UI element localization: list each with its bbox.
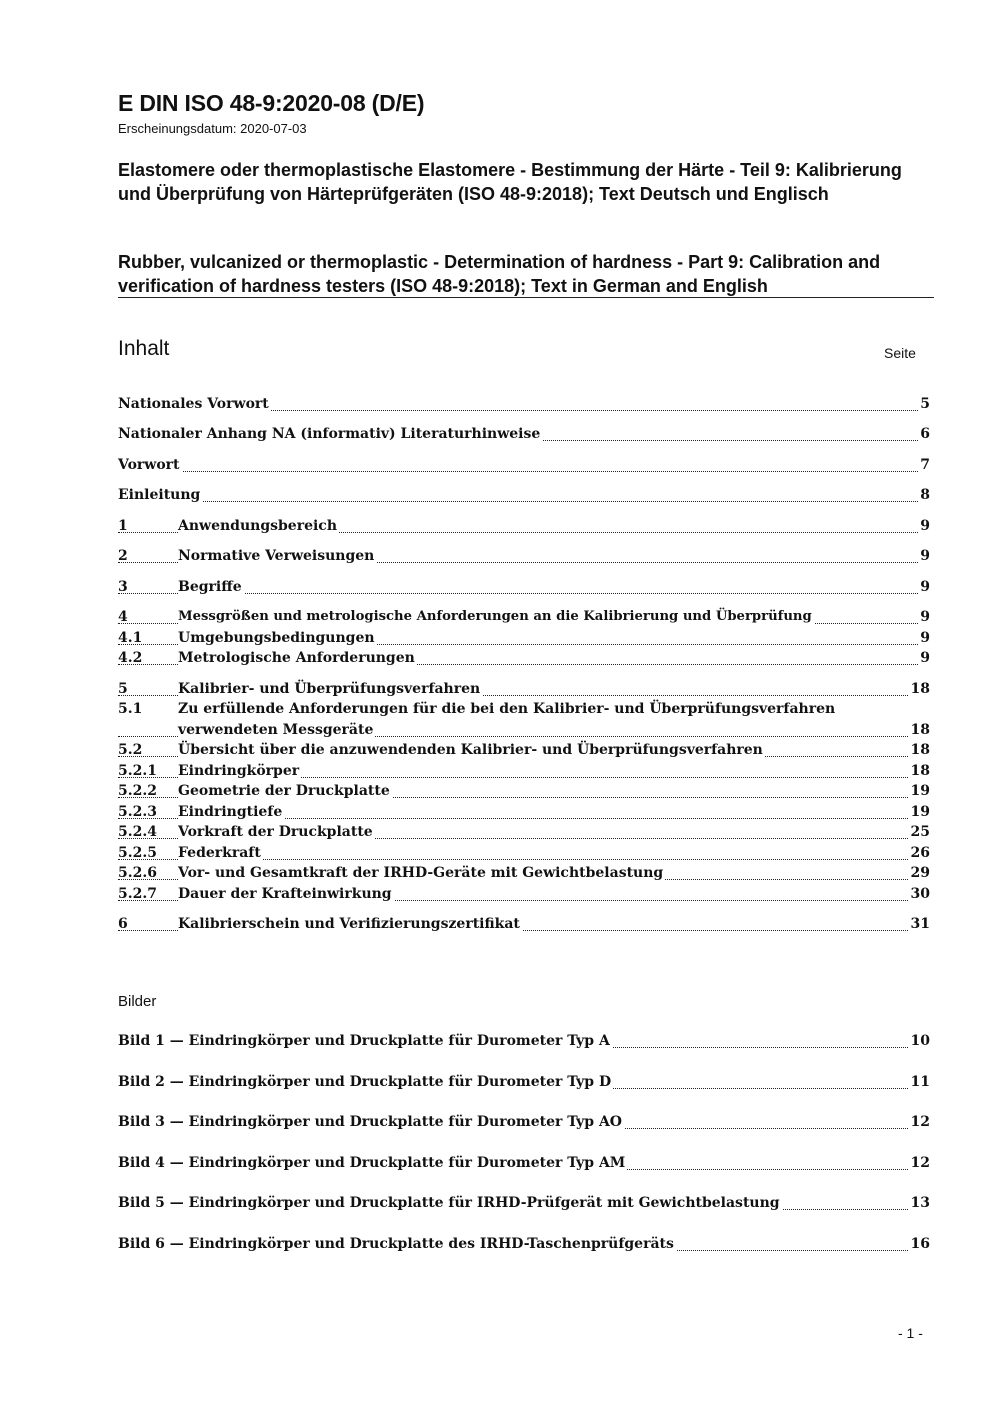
toc-entry-label: verwendeten Messgeräte bbox=[178, 722, 374, 738]
toc-entry-page: 25 bbox=[910, 824, 930, 840]
figure-entry-page: 13 bbox=[910, 1195, 930, 1211]
toc-entry-number: 5.2.1 bbox=[118, 763, 157, 779]
toc-heading: Inhalt bbox=[118, 337, 170, 360]
toc-entry[interactable] bbox=[118, 763, 930, 783]
toc-entry[interactable] bbox=[118, 609, 930, 629]
toc-entry-label: Umgebungsbedingungen bbox=[178, 630, 375, 646]
figure-entry-page: 12 bbox=[910, 1114, 930, 1130]
toc-entry[interactable] bbox=[118, 457, 930, 477]
toc-entry-page: 9 bbox=[920, 579, 930, 595]
toc-entry-number: 5.2.2 bbox=[118, 783, 157, 799]
toc-entry-page: 30 bbox=[910, 886, 930, 902]
toc-entry[interactable] bbox=[118, 701, 930, 721]
toc-entry[interactable] bbox=[118, 548, 930, 568]
toc-entry-label: Eindringkörper bbox=[178, 763, 300, 779]
toc-entry-label: Geometrie der Druckplatte bbox=[178, 783, 390, 799]
toc-entry[interactable] bbox=[118, 845, 930, 865]
toc-entry-label: Anwendungsbereich bbox=[178, 518, 337, 534]
toc-entry[interactable] bbox=[118, 916, 930, 936]
toc-entry[interactable] bbox=[118, 426, 930, 446]
toc-entry-page: 8 bbox=[920, 487, 930, 503]
figure-entry-page: 11 bbox=[910, 1074, 930, 1090]
toc-entry-page: 9 bbox=[920, 548, 930, 564]
toc-entry-number: 5.2.4 bbox=[118, 824, 157, 840]
toc-entry-number: 5.2.3 bbox=[118, 804, 157, 820]
title-divider bbox=[118, 297, 934, 298]
toc-entry-number: 5.2.5 bbox=[118, 845, 157, 861]
toc-page-label: Seite bbox=[884, 345, 916, 361]
toc-entry-page: 9 bbox=[920, 650, 930, 666]
toc-entry[interactable] bbox=[118, 579, 930, 599]
toc-entry-label: Übersicht über die anzuwendenden Kalibrier- und Überprüfungsverfahren bbox=[178, 742, 763, 758]
toc-entry-page: 5 bbox=[920, 396, 930, 412]
figure-entry-label: Bild 1 — Eindringkörper und Druckplatte für Durometer Typ A bbox=[118, 1033, 610, 1049]
toc-entry[interactable] bbox=[118, 886, 930, 906]
toc-entry-label: Zu erfüllende Anforderungen für die bei den Kalibrier- und Überprüfungsverfahren bbox=[178, 701, 836, 717]
toc-entry-number: 4.1 bbox=[118, 630, 143, 646]
page-number: - 1 - bbox=[898, 1325, 923, 1341]
toc-entry-label: Dauer der Krafteinwirkung bbox=[178, 886, 392, 902]
toc-entry-label: Kalibrier- und Überprüfungsverfahren bbox=[178, 681, 481, 697]
toc-entry-number: 4 bbox=[118, 609, 128, 625]
document-id: E DIN ISO 48-9:2020-08 (D/E) bbox=[118, 90, 425, 116]
toc-entry[interactable] bbox=[118, 518, 930, 538]
toc-entry-label: Metrologische Anforderungen bbox=[178, 650, 415, 666]
toc-entry-page: 18 bbox=[910, 742, 930, 758]
title-german: Elastomere oder thermoplastische Elastomere - Bestimmung der Härte - Teil 9: Kalibrierung und Überprüfung von Härteprüfgeräten (ISO 48-9:2018); Text Deutsch und Englisch bbox=[118, 160, 902, 204]
toc-entry-label: Eindringtiefe bbox=[178, 804, 283, 820]
toc-entry[interactable] bbox=[118, 650, 930, 670]
figure-entry[interactable] bbox=[118, 1074, 930, 1094]
toc-entry-number: 3 bbox=[118, 579, 128, 595]
toc-entry[interactable] bbox=[118, 487, 930, 507]
dot-leader bbox=[118, 471, 930, 472]
toc-entry-page: 9 bbox=[920, 609, 930, 625]
toc-entry-label: Messgrößen und metrologische Anforderungen an die Kalibrierung und Überprüfung bbox=[178, 609, 812, 624]
toc-entry-page: 31 bbox=[910, 916, 930, 932]
figure-entry-page: 12 bbox=[910, 1155, 930, 1171]
title-english: Rubber, vulcanized or thermoplastic - Determination of hardness - Part 9: Calibration and verification of hardness testers (ISO 48-9:2018); Text in German and English bbox=[118, 252, 881, 296]
toc-entry-label: Begriffe bbox=[178, 579, 242, 595]
toc-entry[interactable] bbox=[118, 804, 930, 824]
toc-entry[interactable] bbox=[118, 630, 930, 650]
toc-entry[interactable] bbox=[118, 742, 930, 762]
publication-date: Erscheinungsdatum: 2020-07-03 bbox=[118, 121, 307, 136]
figure-entry[interactable] bbox=[118, 1155, 930, 1175]
toc-entry-page: 18 bbox=[910, 763, 930, 779]
toc-entry-number: 2 bbox=[118, 548, 128, 564]
toc-entry-number: 5.2.6 bbox=[118, 865, 157, 881]
toc-entry-page: 18 bbox=[910, 681, 930, 697]
figure-entry-label: Bild 6 — Eindringkörper und Druckplatte des IRHD-Taschenprüfgeräts bbox=[118, 1236, 674, 1252]
toc-entry-page: 9 bbox=[920, 630, 930, 646]
toc-entry-number: 5.2 bbox=[118, 742, 143, 758]
toc-entry-page: 18 bbox=[910, 722, 930, 738]
figure-entry-label: Bild 2 — Eindringkörper und Druckplatte für Durometer Typ D bbox=[118, 1074, 612, 1090]
figure-entry-label: Bild 4 — Eindringkörper und Druckplatte für Durometer Typ AM bbox=[118, 1155, 626, 1171]
figure-entry-page: 10 bbox=[910, 1033, 930, 1049]
toc-entry-page: 29 bbox=[910, 865, 930, 881]
toc-entry-number: 4.2 bbox=[118, 650, 143, 666]
toc-entry[interactable] bbox=[118, 865, 930, 885]
toc-entry-label: Normative Verweisungen bbox=[178, 548, 375, 564]
toc-entry-label: Vor- und Gesamtkraft der IRHD-Geräte mit Gewichtbelastung bbox=[178, 865, 664, 881]
figure-entry[interactable] bbox=[118, 1033, 930, 1053]
toc-entry-label: Nationales Vorwort bbox=[118, 396, 269, 412]
toc-entry-number: 1 bbox=[118, 518, 128, 534]
dot-leader bbox=[118, 501, 930, 502]
toc-entry-label: Federkraft bbox=[178, 845, 261, 861]
toc-entry[interactable] bbox=[118, 681, 930, 701]
figures-heading: Bilder bbox=[118, 993, 157, 1010]
toc-entry-label: Einleitung bbox=[118, 487, 201, 503]
toc-entry-page: 19 bbox=[910, 804, 930, 820]
toc-entry-label: Nationaler Anhang NA (informativ) Literaturhinweise bbox=[118, 426, 541, 442]
figure-entry-page: 16 bbox=[910, 1236, 930, 1252]
figure-entry[interactable] bbox=[118, 1195, 930, 1215]
toc-entry-number: 5.2.7 bbox=[118, 886, 157, 902]
toc-entry-label: Vorkraft der Druckplatte bbox=[178, 824, 373, 840]
toc-entry-label: Vorwort bbox=[118, 457, 180, 473]
toc-entry[interactable] bbox=[118, 396, 930, 416]
toc-entry[interactable] bbox=[118, 722, 930, 742]
figure-entry[interactable] bbox=[118, 1236, 930, 1256]
figure-entry-label: Bild 3 — Eindringkörper und Druckplatte für Durometer Typ AO bbox=[118, 1114, 622, 1130]
toc-entry-number: 5 bbox=[118, 681, 128, 697]
toc-entry-page: 26 bbox=[910, 845, 930, 861]
toc-entry-number: 5.1 bbox=[118, 701, 143, 717]
figure-entry-label: Bild 5 — Eindringkörper und Druckplatte für IRHD-Prüfgerät mit Gewichtbelastung bbox=[118, 1195, 780, 1211]
toc-entry-page: 9 bbox=[920, 518, 930, 534]
figure-entry[interactable] bbox=[118, 1114, 930, 1134]
toc-entry[interactable] bbox=[118, 783, 930, 803]
toc-entry-number: 6 bbox=[118, 916, 128, 932]
toc-entry-page: 6 bbox=[920, 426, 930, 442]
toc-entry[interactable] bbox=[118, 824, 930, 844]
toc-entry-page: 7 bbox=[920, 457, 930, 473]
toc-entry-label: Kalibrierschein und Verifizierungszertifikat bbox=[178, 916, 520, 932]
toc-entry-page: 19 bbox=[910, 783, 930, 799]
